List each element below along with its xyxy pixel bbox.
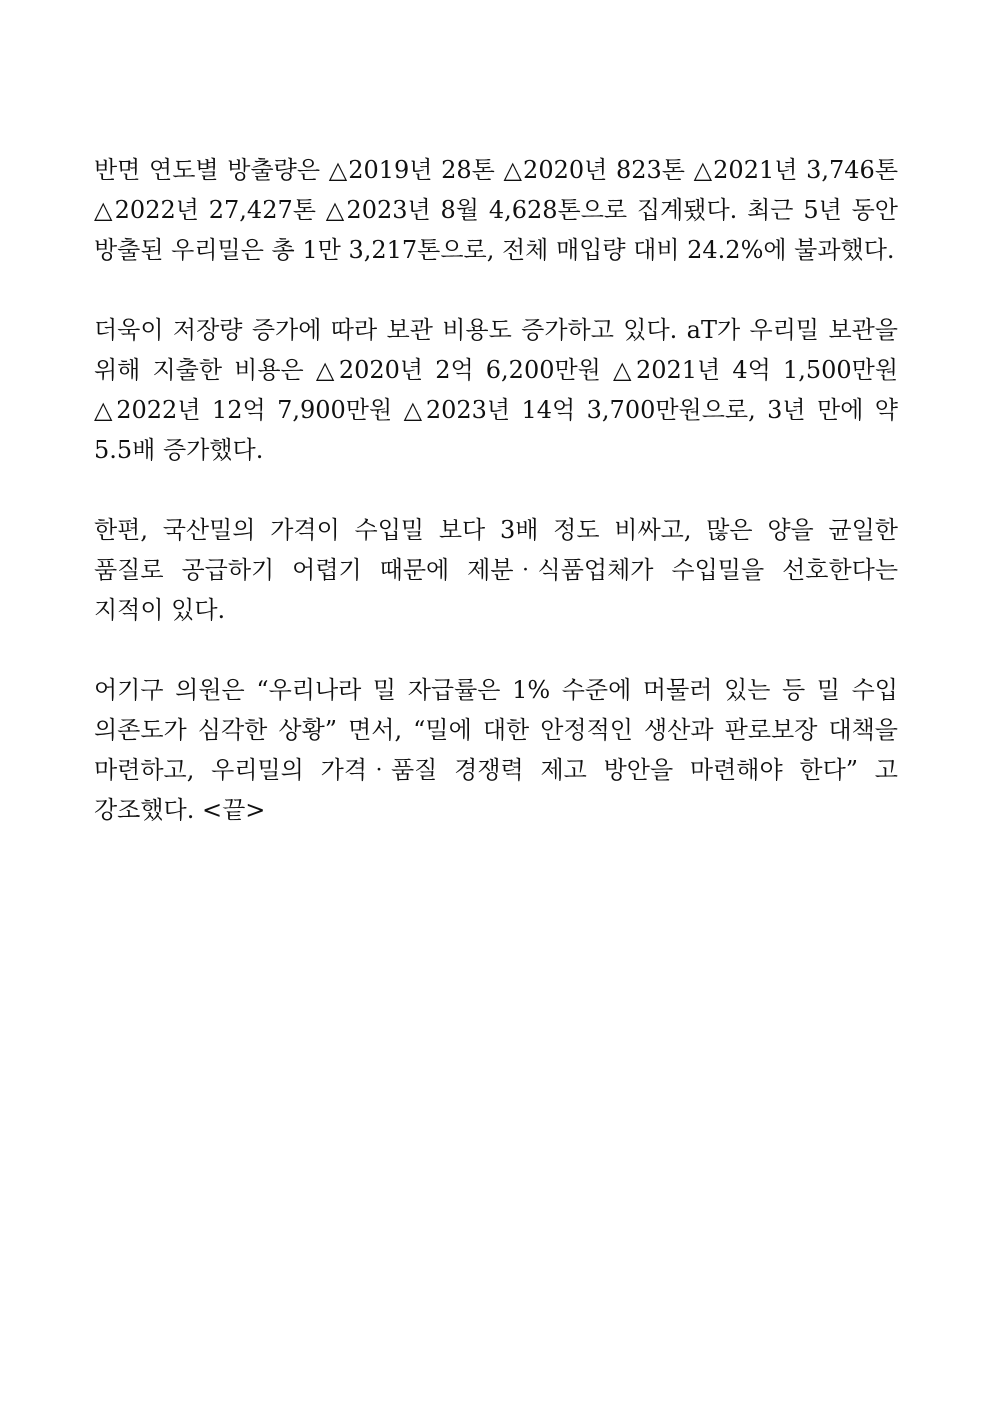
paragraph-release-volume: 반면 연도별 방출량은 △2019년 28톤 △2020년 823톤 △2021년 3,746톤 △2022년 27,427톤 △2023년 8월 4,628톤으로 집계됐다. 최근 5년 동안 방출된 우리밀은 총 1만 3,217톤으로, 전체 매입량 대비 24.2%에 불과했다. xyxy=(94,156,898,264)
paragraph-price-quality: 한편, 국산밀의 가격이 수입밀 보다 3배 정도 비싸고, 많은 양을 균일한 품질로 공급하기 어렵기 때문에 제분‧식품업체가 수입밀을 선호한다는 지적이 있다. xyxy=(94,516,898,624)
paragraph-storage-cost: 더욱이 저장량 증가에 따라 보관 비용도 증가하고 있다. aT가 우리밀 보관을 위해 지출한 비용은 △2020년 2억 6,200만원 △2021년 4억 1,500만원 △2022년 12억 7,900만원 △2023년 14억 3,700만원으로, 3년 만에 약 5.5배 증가했다. xyxy=(94,316,898,464)
document-body xyxy=(94,150,898,870)
paragraph-lawmaker-quote: 어기구 의원은 “우리나라 밀 자급률은 1% 수준에 머물러 있는 등 밀 수입 의존도가 심각한 상황” 면서, “밀에 대한 안정적인 생산과 판로보장 대책을 마련하고, 우리밀의 가격‧품질 경쟁력 제고 방안을 마련해야 한다” 고 강조했다. <끝> xyxy=(94,676,898,824)
